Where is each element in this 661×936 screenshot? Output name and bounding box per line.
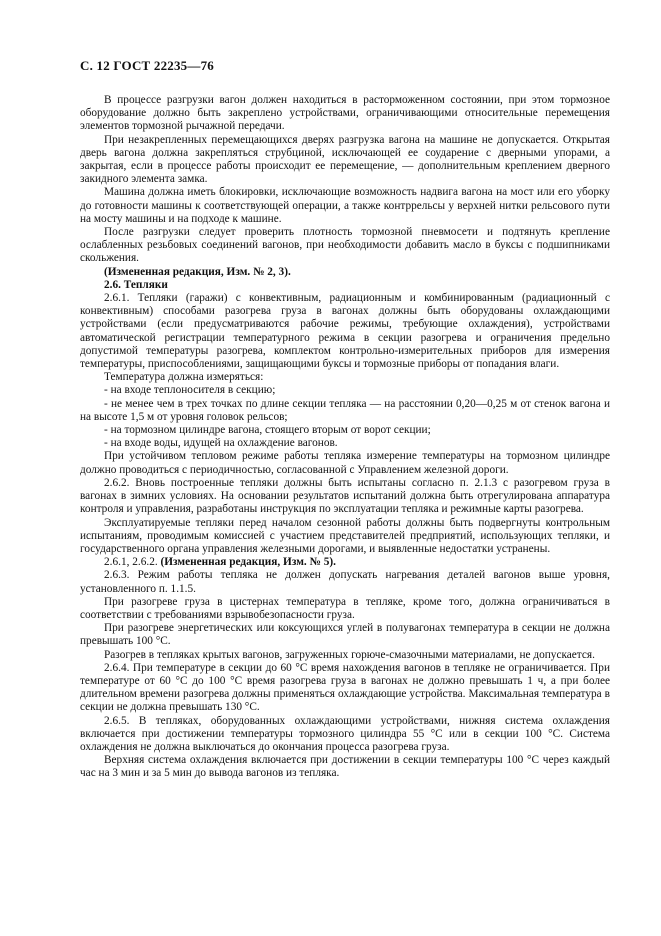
document-body [80, 94, 610, 781]
list-item: - на входе теплоносителя в секцию; [104, 384, 276, 397]
paragraph: 2.6.2. Вновь построенные тепляки должны быть испытаны согласно п. 2.1.3 с разогревом груза в вагонах в зимних условиях. На основании результатов испытаний должна быть отрегулирована аппаратура контроля и управления, разработаны инструкция по эксплуатации тепляка и режимные карты разогрева. [80, 476, 610, 516]
paragraph: При разогреве энергетических или коксующихся углей в полувагонах температура в секции не должна превышать 100 °С. [80, 622, 610, 648]
paragraph: Разогрев в тепляках крытых вагонов, загруженных горюче-смазочными материалами, не допускается. [104, 648, 595, 661]
paragraph: 2.6.4. При температуре в секции до 60 °С время нахождения вагонов в тепляке не ограничивается. При температуре от 60 °С до 100 °С время разогрева груза в вагонах не должно превышать 1 ч, а при более длительном времени разогрева должны применяться охлаждающие устройства. Максимальная температура в секции не должна превышать 130 °С. [80, 661, 610, 714]
list-item: - не менее чем в трех точках по длине секции тепляка — на расстоянии 0,20—0,25 м от стенок вагона и на высоте 1,5 м от уровня головок рельсов; [80, 397, 610, 423]
paragraph: Верхняя система охлаждения включается при достижении в секции температуры 100 °С через каждый час на 3 мин и за 5 мин до вывода вагонов из тепляка. [80, 754, 610, 780]
paragraph: При разогреве груза в цистернах температура в тепляке, кроме того, должна ограничиваться в соответствии с требованиями взрывобезопасности груза. [80, 595, 610, 621]
amendment-note [80, 556, 610, 569]
paragraph: После разгрузки следует проверить плотность тормозной пневмосети и подтянуть крепление ослабленных резьбовых соединений вагонов, при необходимости добавить масло в буксы с подшипниками скольжения. [80, 226, 610, 265]
clause-refs: 2.6.1, 2.6.2. [104, 556, 161, 569]
paragraph: При устойчивом тепловом режиме работы тепляка измерение температуры на тормозном цилиндре должно проводиться с периодичностью, согласованной с Управлением железной дороги. [80, 450, 610, 476]
paragraph: Машина должна иметь блокировки, исключающие возможность надвига вагона на мост или его уборку до готовности машины к соответствующей операции, а также контррельсы у верхней нитки рельсового пути на мосту машины и на подходе к машине. [80, 186, 610, 225]
list-item: - на входе воды, идущей на охлаждение вагонов. [104, 437, 338, 450]
paragraph: В процессе разгрузки вагон должен находиться в расторможенном состоянии, при этом тормозное оборудование должно быть закреплено устройствами, ограничивающими относительные перемещения элементов тормозной рычажной передачи. [80, 94, 610, 133]
paragraph: Температура должна измеряться: [104, 371, 264, 384]
paragraph: 2.6.1. Тепляки (гаражи) с конвективным, радиационным и комбинированным (радиационный с конвективным) способами разогрева груза в вагонах должны быть оборудованы охлаждающими устройствами (если предусматриваются рабочие режимы, требующие охлаждения), устройствами автоматической регистрации температурного режима в секции разогрева и ограничения предельно допустимой температуры разогрева, комплектом контрольно-измерительных приборов для измерения температуры, приспособлениями, защищающими буксы и тормозные приборы от попадания влаги. [80, 292, 610, 371]
amendment-note-bold: (Измененная редакция, Изм. № 5). [160, 556, 336, 569]
paragraph: Эксплуатируемые тепляки перед началом сезонной работы должны быть подвергнуты контрольным испытаниям, проводимым комиссией с участием представителей предприятий, использующих тепляки, и государственного органа управления железными дорогами, и выявленные недостатки устранены. [80, 516, 610, 555]
paragraph: При незакрепленных перемещающихся дверях разгрузка вагона на машине не допускается. Открытая дверь вагона должна закрепляться струбциной, исключающей ее соударение с дверными упорами, а закрытая, если в процессе работы происходит ее перемещение, — дополнительным креплением дверного закидного элемента замка. [80, 133, 610, 186]
list-item: - на тормозном цилиндре вагона, стоящего вторым от ворот секции; [104, 424, 431, 437]
section-heading: 2.6. Тепляки [104, 278, 168, 291]
amendment-note: (Измененная редакция, Изм. № 2, 3). [104, 265, 291, 278]
page-header: С. 12 ГОСТ 22235—76 [80, 58, 214, 73]
paragraph: 2.6.3. Режим работы тепляка не должен допускать нагревания деталей вагонов выше уровня, установленного п. 1.1.5. [80, 569, 610, 595]
paragraph: 2.6.5. В тепляках, оборудованных охлаждающими устройствами, нижняя система охлаждения включается при достижении температуры тормозного цилиндра 55 °С или в секции 100 °С. Система охлаждения не должна выключаться до окончания процесса разогрева груза. [80, 714, 610, 753]
